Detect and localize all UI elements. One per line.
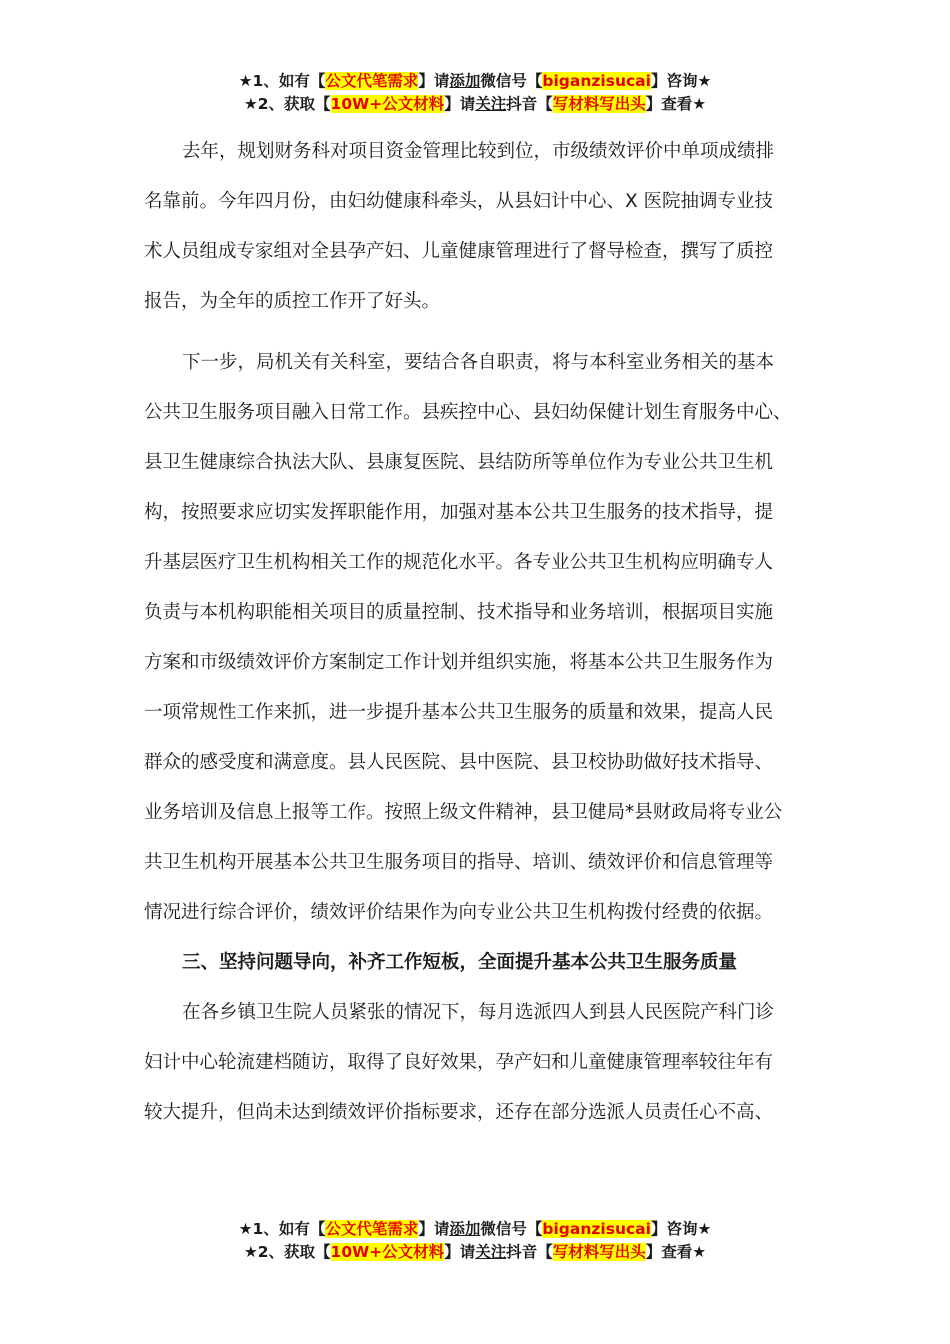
banner-text: 】请 bbox=[444, 95, 476, 113]
underlined-text: 关注 bbox=[475, 95, 507, 113]
banner-text: 】查看★ bbox=[645, 1243, 707, 1261]
text-line: 妇计中心轮流建档随访，取得了良好效果，孕产妇和儿童健康管理率较往年有 bbox=[144, 1052, 774, 1073]
banner-line-1 bbox=[0, 70, 950, 93]
footer-banner bbox=[0, 1218, 950, 1264]
banner-text: 】咨询★ bbox=[650, 72, 712, 90]
text-line: 报告，为全年的质控工作开了好头。 bbox=[144, 291, 441, 312]
text-line: 共卫生机构开展基本公共卫生服务项目的指导、培训、绩效评价和信息管理等 bbox=[144, 852, 774, 873]
highlight-text: 10W+公文材料 bbox=[330, 1243, 445, 1261]
text-line: 构，按照要求应切实发挥职能作用，加强对基本公共卫生服务的技术指导，提 bbox=[144, 502, 774, 523]
douyin-id-highlight: 写材料写出头 bbox=[552, 95, 646, 113]
star-icon: ★ bbox=[238, 72, 253, 90]
section-heading: 三、坚持问题导向，补齐工作短板，全面提升基本公共卫生服务质量 bbox=[182, 952, 738, 973]
banner-text: 1、如有【 bbox=[252, 1220, 326, 1238]
highlight-text: 公文代笔需求 bbox=[325, 72, 419, 90]
paragraph-2 bbox=[144, 338, 812, 938]
banner-line-2 bbox=[0, 93, 950, 116]
text-line: 一项常规性工作来抓，进一步提升基本公共卫生服务的质量和效果，提高人民 bbox=[144, 702, 774, 723]
banner-text: 2、获取【 bbox=[257, 1243, 331, 1261]
text-line: 去年，规划财务科对项目资金管理比较到位，市级绩效评价中单项成绩排 bbox=[182, 141, 775, 162]
banner-text: 】请 bbox=[444, 1243, 476, 1261]
banner-text: 微信号【 bbox=[480, 72, 543, 90]
wechat-id-highlight: biganzisucai bbox=[542, 1220, 651, 1238]
banner-text: 1、如有【 bbox=[252, 72, 326, 90]
banner-line-1 bbox=[0, 1218, 950, 1241]
text-line: 公共卫生服务项目融入日常工作。县疾控中心、县妇幼保健计划生育服务中心、 bbox=[144, 402, 792, 423]
text-line: 升基层医疗卫生机构相关工作的规范化水平。各专业公共卫生机构应明确专人 bbox=[144, 552, 774, 573]
text-line: 名靠前。今年四月份，由妇幼健康科牵头，从县妇计中心、X 医院抽调专业技 bbox=[144, 191, 774, 212]
paragraph-1 bbox=[144, 127, 812, 327]
text-line: 术人员组成专家组对全县孕产妇、儿童健康管理进行了督导检查，撰写了质控 bbox=[144, 241, 774, 262]
banner-text: 】请 bbox=[418, 72, 450, 90]
star-icon: ★ bbox=[243, 1243, 258, 1261]
text-line: 较大提升，但尚未达到绩效评价指标要求，还存在部分选派人员责任心不高、 bbox=[144, 1102, 774, 1123]
banner-text: 微信号【 bbox=[480, 1220, 543, 1238]
star-icon: ★ bbox=[243, 95, 258, 113]
highlight-text: 公文代笔需求 bbox=[325, 1220, 419, 1238]
text-line: 负责与本机构职能相关项目的质量控制、技术指导和业务培训，根据项目实施 bbox=[144, 602, 774, 623]
douyin-id-highlight: 写材料写出头 bbox=[552, 1243, 646, 1261]
banner-text: 】查看★ bbox=[645, 95, 707, 113]
text-line: 在各乡镇卫生院人员紧张的情况下，每月选派四人到县人民医院产科门诊 bbox=[182, 1002, 775, 1023]
text-line: 方案和市级绩效评价方案制定工作计划并组织实施，将基本公共卫生服务作为 bbox=[144, 652, 774, 673]
header-banner bbox=[0, 70, 950, 116]
underlined-text: 添加 bbox=[449, 72, 481, 90]
underlined-text: 添加 bbox=[449, 1220, 481, 1238]
text-line: 下一步，局机关有关科室，要结合各自职责，将与本科室业务相关的基本 bbox=[182, 352, 775, 373]
text-line: 群众的感受度和满意度。县人民医院、县中医院、县卫校协助做好技术指导、 bbox=[144, 752, 774, 773]
banner-text: 】咨询★ bbox=[650, 1220, 712, 1238]
banner-text: 抖音【 bbox=[506, 95, 553, 113]
text-line: 业务培训及信息上报等工作。按照上级文件精神，县卫健局*县财政局将专业公 bbox=[144, 802, 783, 823]
banner-text: 抖音【 bbox=[506, 1243, 553, 1261]
highlight-text: 10W+公文材料 bbox=[330, 95, 445, 113]
wechat-id-highlight: biganzisucai bbox=[542, 72, 651, 90]
banner-text: 】请 bbox=[418, 1220, 450, 1238]
paragraph-3 bbox=[144, 988, 812, 1138]
underlined-text: 关注 bbox=[475, 1243, 507, 1261]
banner-text: 2、获取【 bbox=[257, 95, 331, 113]
text-line: 情况进行综合评价，绩效评价结果作为向专业公共卫生机构拨付经费的依据。 bbox=[144, 902, 774, 923]
document-body bbox=[144, 127, 812, 1138]
text-line: 县卫生健康综合执法大队、县康复医院、县结防所等单位作为专业公共卫生机 bbox=[144, 452, 774, 473]
star-icon: ★ bbox=[238, 1220, 253, 1238]
banner-line-2 bbox=[0, 1241, 950, 1264]
